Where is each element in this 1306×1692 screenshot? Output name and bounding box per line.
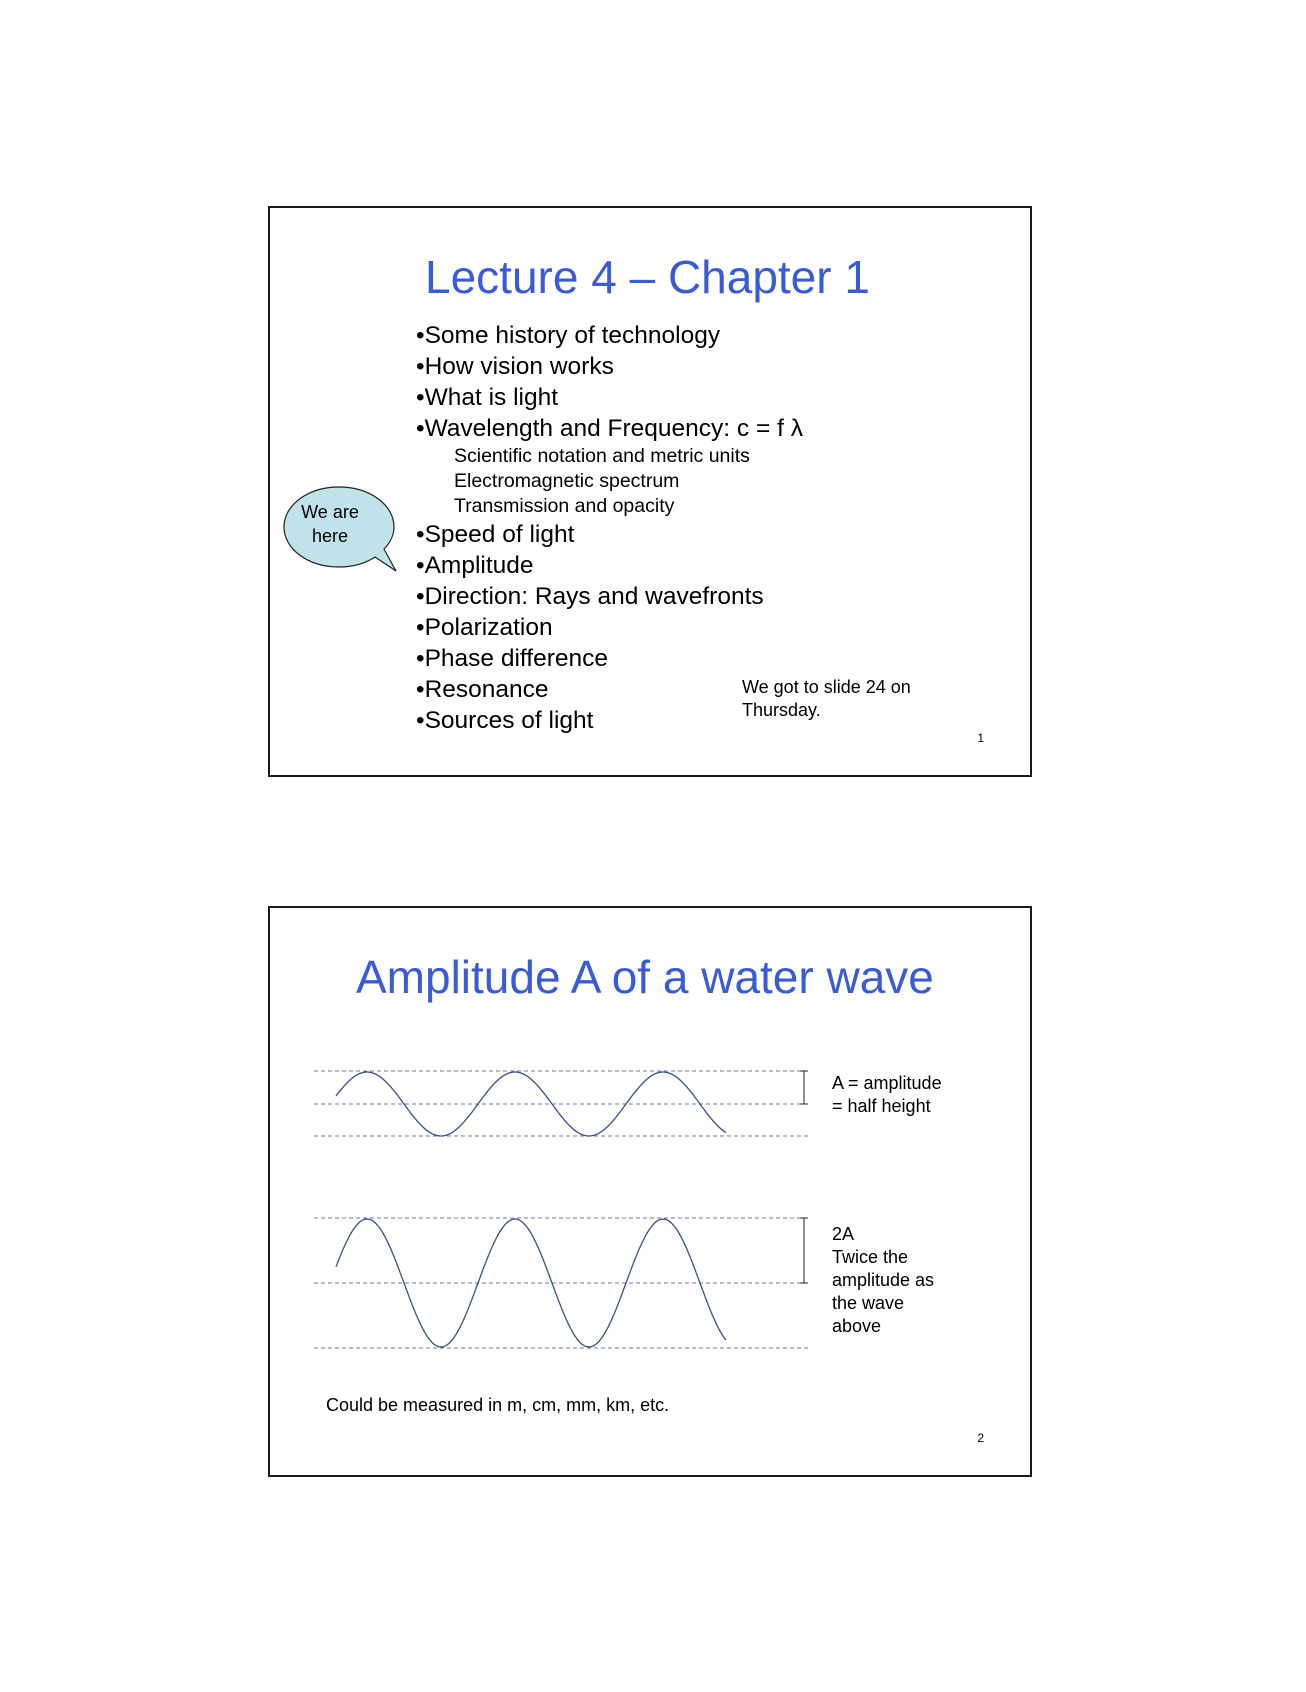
topic-item: •Polarization bbox=[416, 614, 553, 641]
subtopic-item: Scientific notation and metric units bbox=[454, 445, 750, 467]
subtopic-item: Electromagnetic spectrum bbox=[454, 470, 680, 492]
topic-item: •Direction: Rays and wavefronts bbox=[416, 583, 764, 610]
page-number: 2 bbox=[977, 1431, 984, 1445]
double-amplitude-label: 2A Twice the amplitude as the wave above bbox=[832, 1224, 935, 1336]
topic-list bbox=[416, 320, 803, 736]
topic-item: •Wavelength and Frequency: c = f λ bbox=[416, 415, 803, 442]
amplitude-label: A = amplitude = half height bbox=[832, 1073, 942, 1116]
wave-diagram bbox=[270, 908, 1030, 1475]
slide-1-title: Lecture 4 – Chapter 1 bbox=[425, 251, 870, 303]
topic-item: •Phase difference bbox=[416, 645, 609, 672]
slide-2 bbox=[268, 906, 1032, 1477]
topic-item: •Sources of light bbox=[416, 707, 594, 734]
topic-item-current: •Amplitude bbox=[416, 552, 534, 579]
topic-item: •Some history of technology bbox=[416, 322, 721, 349]
topic-item: •What is light bbox=[416, 384, 559, 411]
page-number: 1 bbox=[977, 731, 984, 745]
footnote: Could be measured in m, cm, mm, km, etc. bbox=[326, 1395, 670, 1415]
topic-item: •How vision works bbox=[416, 353, 614, 380]
progress-note: We got to slide 24 on Thursday. bbox=[742, 677, 911, 720]
slide-1 bbox=[268, 206, 1032, 777]
callout-text: We are here bbox=[301, 502, 359, 546]
slide-2-title: Amplitude A of a water wave bbox=[356, 951, 934, 1003]
subtopic-item: Transmission and opacity bbox=[454, 495, 675, 517]
topic-item: •Resonance bbox=[416, 676, 549, 703]
topic-item: •Speed of light bbox=[416, 521, 575, 548]
